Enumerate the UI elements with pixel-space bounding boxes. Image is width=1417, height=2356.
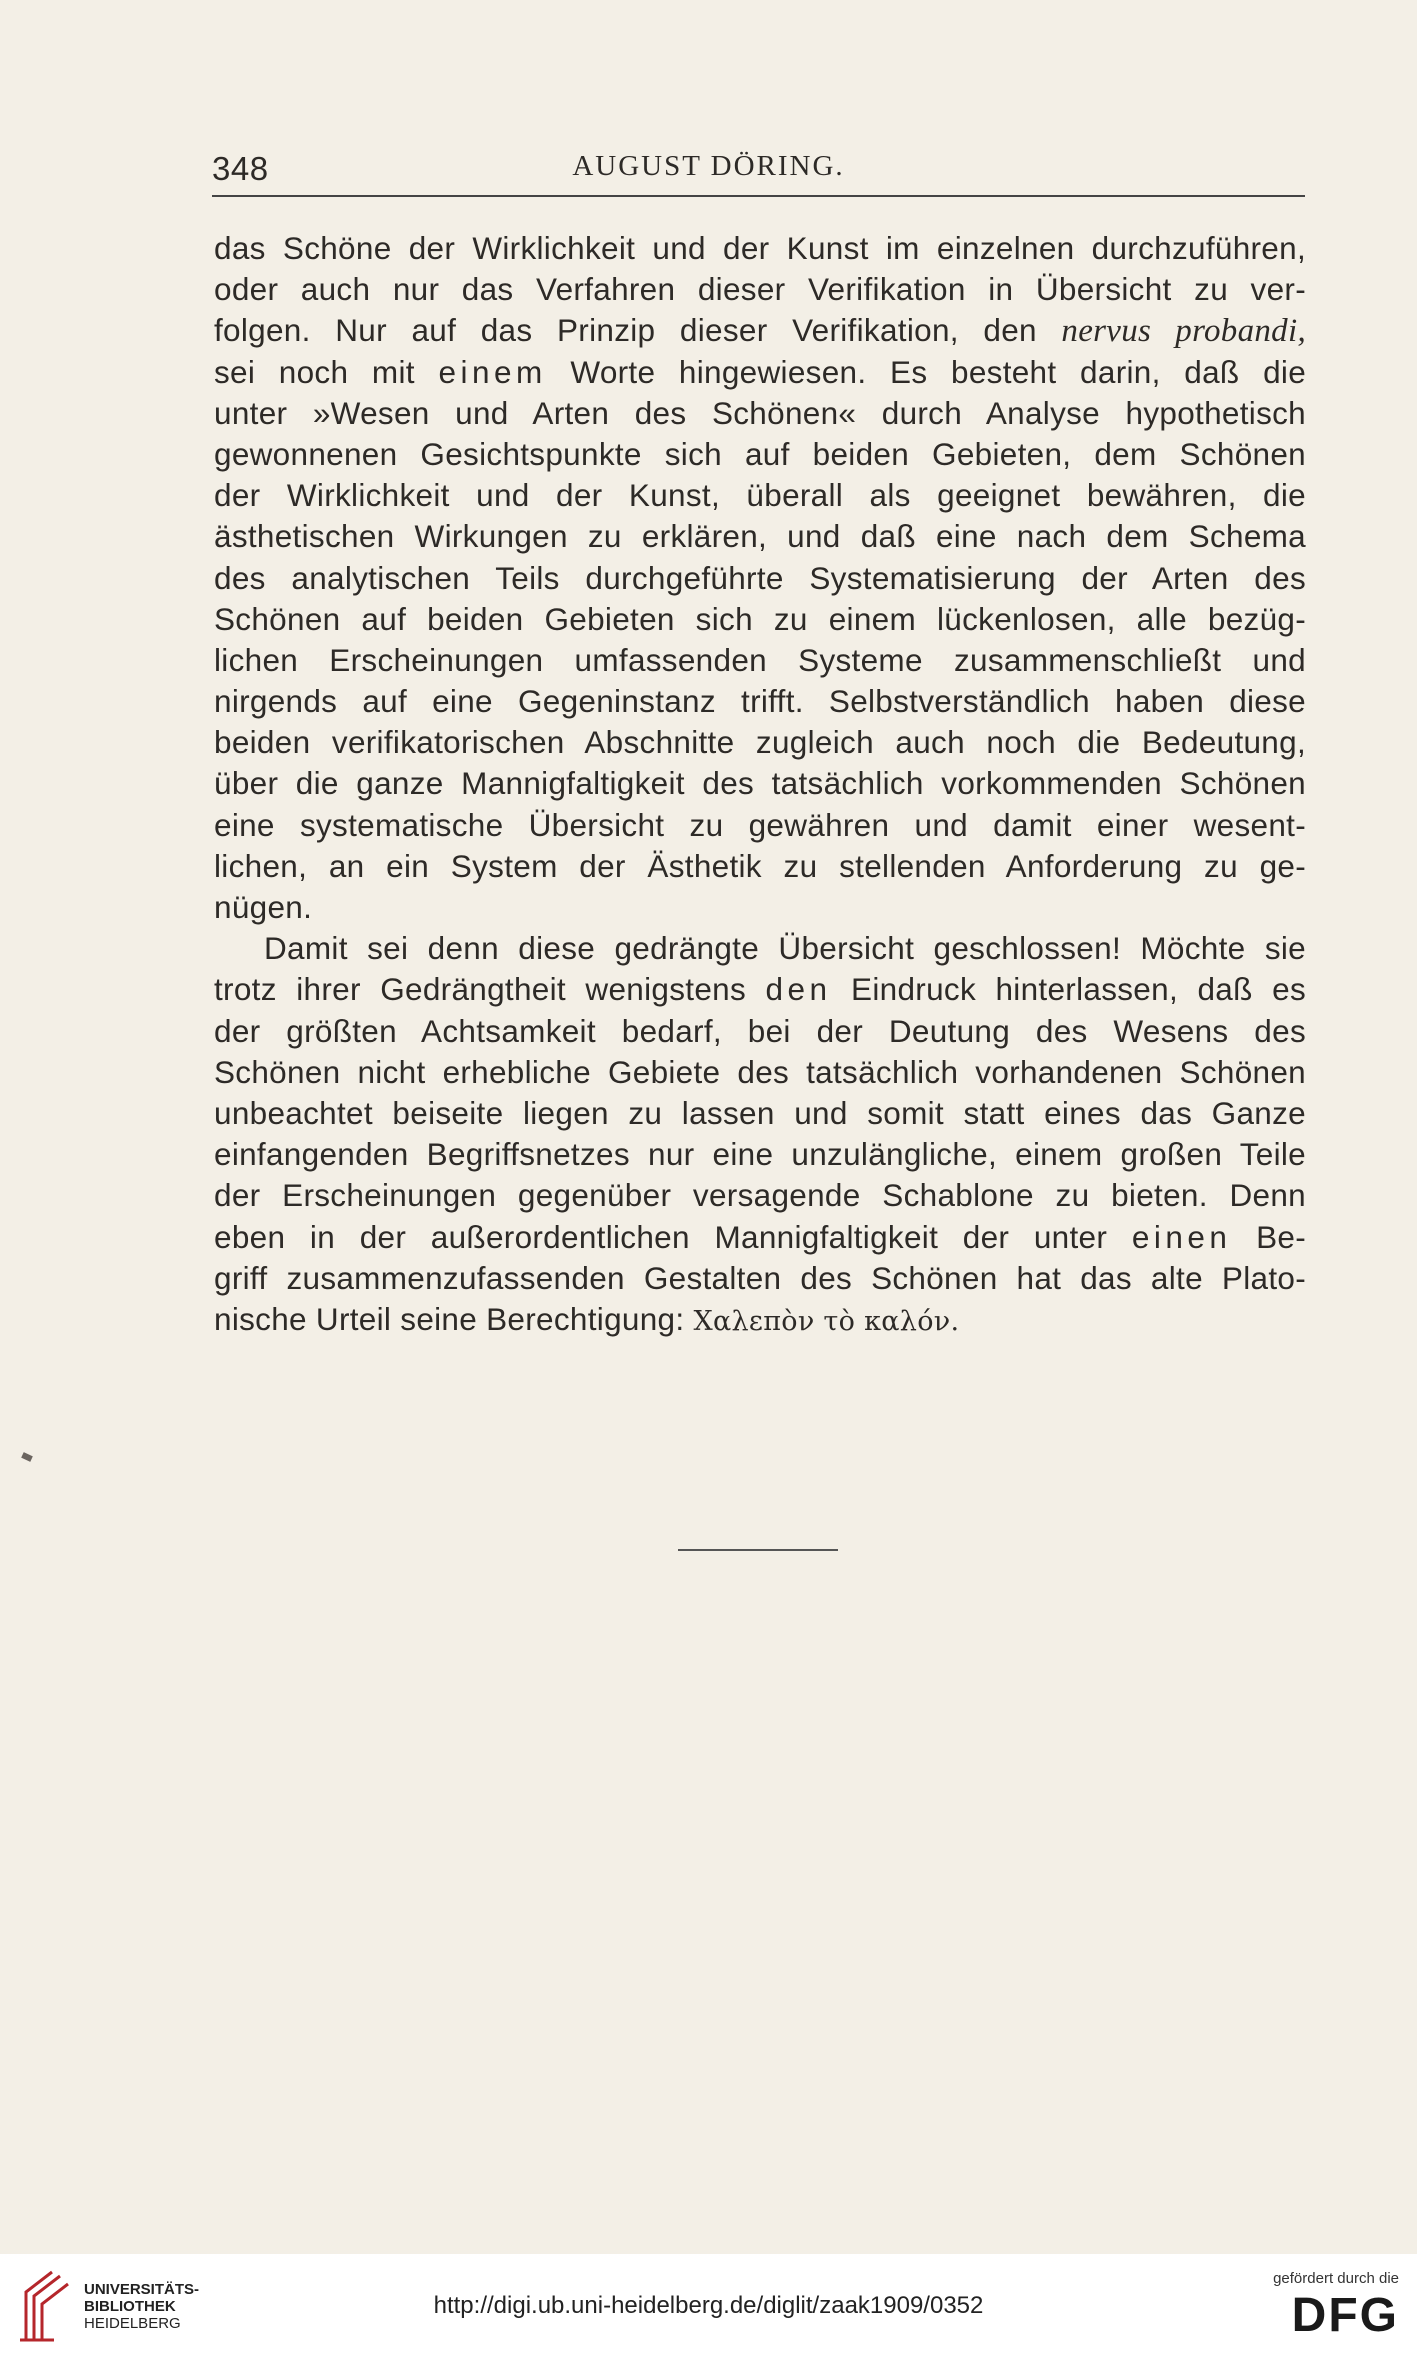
text-line: Damit sei denn diese gedrängte Übersicht geschlossen! Möchte sie (264, 930, 1306, 967)
text-line: unbeachtet beiseite liegen zu lassen und somit statt eines das Ganze (214, 1094, 1306, 1131)
text-line: sei noch mit einem Worte hingewiesen. Es besteht darin, daß die (214, 353, 1307, 390)
text-line: einfangenden Begriffsnetzes nur eine unzulängliche, einem großen Teile (214, 1136, 1306, 1173)
paper-speck (21, 1452, 33, 1462)
text-line: der Erscheinungen gegenüber versagende Schablone zu bieten. Denn (214, 1177, 1306, 1214)
end-rule (678, 1549, 838, 1551)
running-title: AUGUST DÖRING. (572, 150, 845, 182)
text-line: lichen Erscheinungen umfassenden Systeme zusammenschließt und (214, 641, 1306, 678)
text-line: Schönen nicht erhebliche Gebiete des tatsächlich vorhandenen Schönen (214, 1053, 1306, 1090)
body-text (214, 228, 1306, 1340)
text-line: Schönen auf beiden Gebieten sich zu einem lückenlosen, alle bezüg- (214, 600, 1306, 637)
text-line: trotz ihrer Gedrängtheit wenigstens den Eindruck hinterlassen, daß es (214, 971, 1306, 1008)
text-line: lichen, an ein System der Ästhetik zu stellenden Anforderung zu ge- (214, 847, 1306, 884)
header-rule (212, 195, 1305, 197)
text-line: ästhetischen Wirkungen zu erklären, und daß eine nach dem Schema (214, 518, 1306, 555)
text-line: eine systematische Übersicht zu gewähren und damit einer wesent- (214, 806, 1306, 843)
source-url-link[interactable]: http://digi.ub.uni-heidelberg.de/diglit/zaak1909/0352 (433, 2292, 984, 2319)
library-name: UNIVERSITÄTS- BIBLIOTHEK HEIDELBERG (84, 2281, 200, 2332)
page-number: 348 (212, 150, 269, 187)
emphasized-word: einem (438, 353, 547, 390)
text-line: folgen. Nur auf das Prinzip dieser Verifikation, den nervus probandi, (214, 312, 1307, 350)
text-line: das Schöne der Wirklichkeit und der Kunst im einzelnen durchzuführen, (214, 230, 1306, 266)
text-line: unter »Wesen und Arten des Schönen« durch Analyse hypothetisch (214, 394, 1306, 431)
text-line: nügen. (214, 889, 313, 925)
text-line: gewonnenen Gesichtspunkte sich auf beiden Gebieten, dem Schönen (214, 435, 1306, 472)
italic-phrase: nervus probandi, (1061, 313, 1307, 350)
greek-phrase: Χαλεπὸν τὸ καλόν. (693, 1305, 960, 1337)
text-line: über die ganze Mannigfaltigkeit des tatsächlich vorkommenden Schönen (214, 765, 1306, 802)
sponsor-caption: gefördert durch die (1273, 2270, 1399, 2287)
text-line: griff zusammenzufassenden Gestalten des Schönen hat das alte Plato- (214, 1259, 1306, 1296)
emphasized-word: den (765, 971, 832, 1008)
emphasized-word: einen (1131, 1218, 1232, 1255)
text-line: eben in der außerordentlichen Mannigfaltigkeit der unter einen Be- (214, 1218, 1306, 1255)
text-line: der größten Achtsamkeit bedarf, bei der Deutung des Wesens des (214, 1012, 1306, 1049)
text-line: beiden verifikatorischen Abschnitte zugleich auch noch die Bedeutung, (214, 724, 1306, 761)
text-line: des analytischen Teils durchgeführte Systematisierung der Arten des (214, 559, 1306, 596)
text-line: oder auch nur das Verfahren dieser Verifikation in Übersicht zu ver- (214, 271, 1306, 308)
text-line: nische Urteil seine Berechtigung: Χαλεπὸν τὸ καλόν. (214, 1300, 960, 1337)
dfg-logo: DFG (1291, 2289, 1399, 2342)
text-line: nirgends auf eine Gegeninstanz trifft. Selbstverständlich haben diese (214, 683, 1306, 720)
text-line: der Wirklichkeit und der Kunst, überall als geeignet bewähren, die (214, 477, 1306, 514)
